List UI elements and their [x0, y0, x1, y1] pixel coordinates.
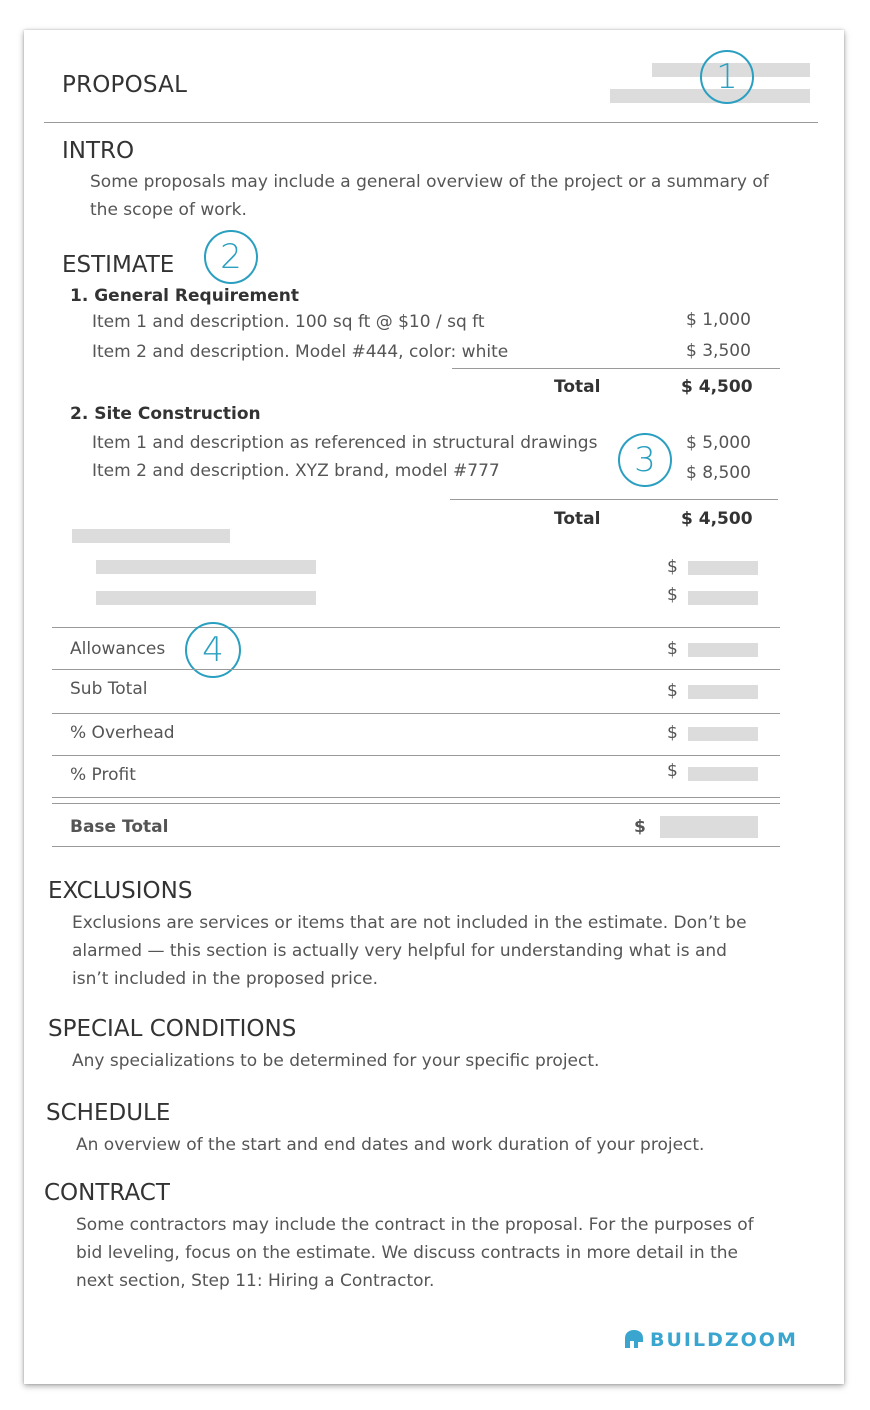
base-total-placeholder	[660, 816, 758, 838]
proposal-title: PROPOSAL	[62, 72, 188, 98]
line-item-amount: $ 8,500	[686, 463, 751, 483]
summary-row-label: % Profit	[70, 765, 136, 785]
contract-line2: bid leveling, focus on the estimate. We discuss contracts in more detail in the	[76, 1243, 738, 1263]
contract-line1: Some contractors may include the contract in the proposal. For the purposes of	[76, 1215, 754, 1235]
marker-3: 3	[618, 433, 672, 487]
section-title: 2. Site Construction	[70, 404, 261, 424]
section-total-label: Total	[554, 509, 601, 529]
summary-amount-placeholder	[688, 727, 758, 741]
section-title: 1. General Requirement	[70, 286, 300, 306]
exclusions-heading: EXCLUSIONS	[48, 878, 193, 904]
line-item-amount: $ 1,000	[686, 310, 751, 330]
schedule-heading: SCHEDULE	[46, 1100, 171, 1126]
proposal-page	[24, 30, 844, 1384]
placeholder-amount	[688, 591, 758, 605]
summary-row-dollar: $	[667, 723, 678, 743]
placeholder-amount	[688, 561, 758, 575]
line-item-amount: $ 5,000	[686, 433, 751, 453]
contract-line3: next section, Step 11: Hiring a Contractor.	[76, 1271, 435, 1291]
summary-row-dollar: $	[667, 761, 678, 781]
summary-divider	[52, 627, 780, 628]
placeholder-item	[96, 560, 316, 574]
summary-divider	[52, 797, 780, 798]
summary-amount-placeholder	[688, 643, 758, 657]
placeholder-item	[96, 591, 316, 605]
line-item-desc: Item 1 and description. 100 sq ft @ $10 / sq ft	[92, 312, 485, 332]
summary-row-label: Allowances	[70, 639, 166, 659]
line-item-desc: Item 2 and description. XYZ brand, model #777	[92, 461, 500, 481]
summary-row-dollar: $	[667, 639, 678, 659]
line-item-desc: Item 2 and description. Model #444, color: white	[92, 342, 509, 362]
summary-divider	[52, 713, 780, 714]
special-conditions-line1: Any specializations to be determined for your specific project.	[72, 1051, 600, 1071]
marker-1: 1	[700, 50, 754, 104]
line-item-amount: $ 3,500	[686, 341, 751, 361]
schedule-line1: An overview of the start and end dates and work duration of your project.	[76, 1135, 705, 1155]
base-total-dollar: $	[634, 817, 646, 837]
intro-text-line1: Some proposals may include a general overview of the project or a summary of	[90, 172, 769, 192]
marker-4: 4	[185, 622, 241, 678]
summary-row-label: % Overhead	[70, 723, 175, 743]
base-total-label: Base Total	[70, 817, 169, 837]
placeholder-dollar: $	[667, 585, 678, 605]
exclusions-line1: Exclusions are services or items that are not included in the estimate. Don’t be	[72, 913, 747, 933]
intro-heading: INTRO	[62, 138, 135, 164]
buildzoom-logo-text: BUILDZOOM	[650, 1329, 798, 1351]
section-total-label: Total	[554, 377, 601, 397]
summary-double-divider	[52, 803, 780, 804]
section-total-divider	[450, 499, 778, 500]
line-item-desc: Item 1 and description as referenced in structural drawings	[92, 433, 598, 453]
placeholder-dollar: $	[667, 557, 678, 577]
section-total-value: $ 4,500	[681, 377, 753, 397]
buildzoom-logo	[622, 1328, 798, 1352]
summary-amount-placeholder	[688, 685, 758, 699]
contract-heading: CONTRACT	[44, 1180, 170, 1206]
base-total-divider	[52, 846, 780, 847]
placeholder-section-title	[72, 529, 230, 543]
header-divider	[44, 122, 818, 123]
section-total-value: $ 4,500	[681, 509, 753, 529]
exclusions-line2: alarmed — this section is actually very helpful for understanding what is and	[72, 941, 727, 961]
summary-amount-placeholder	[688, 767, 758, 781]
exclusions-line3: isn’t included in the proposed price.	[72, 969, 379, 989]
section-total-divider	[452, 368, 780, 369]
summary-divider	[52, 755, 780, 756]
summary-row-label: Sub Total	[70, 679, 148, 699]
intro-text-line2: the scope of work.	[90, 200, 247, 220]
buildzoom-logo-icon	[622, 1328, 646, 1352]
special-conditions-heading: SPECIAL CONDITIONS	[48, 1016, 297, 1042]
summary-divider	[52, 669, 780, 670]
estimate-heading: ESTIMATE	[62, 252, 175, 278]
marker-2: 2	[204, 230, 258, 284]
summary-row-dollar: $	[667, 681, 678, 701]
